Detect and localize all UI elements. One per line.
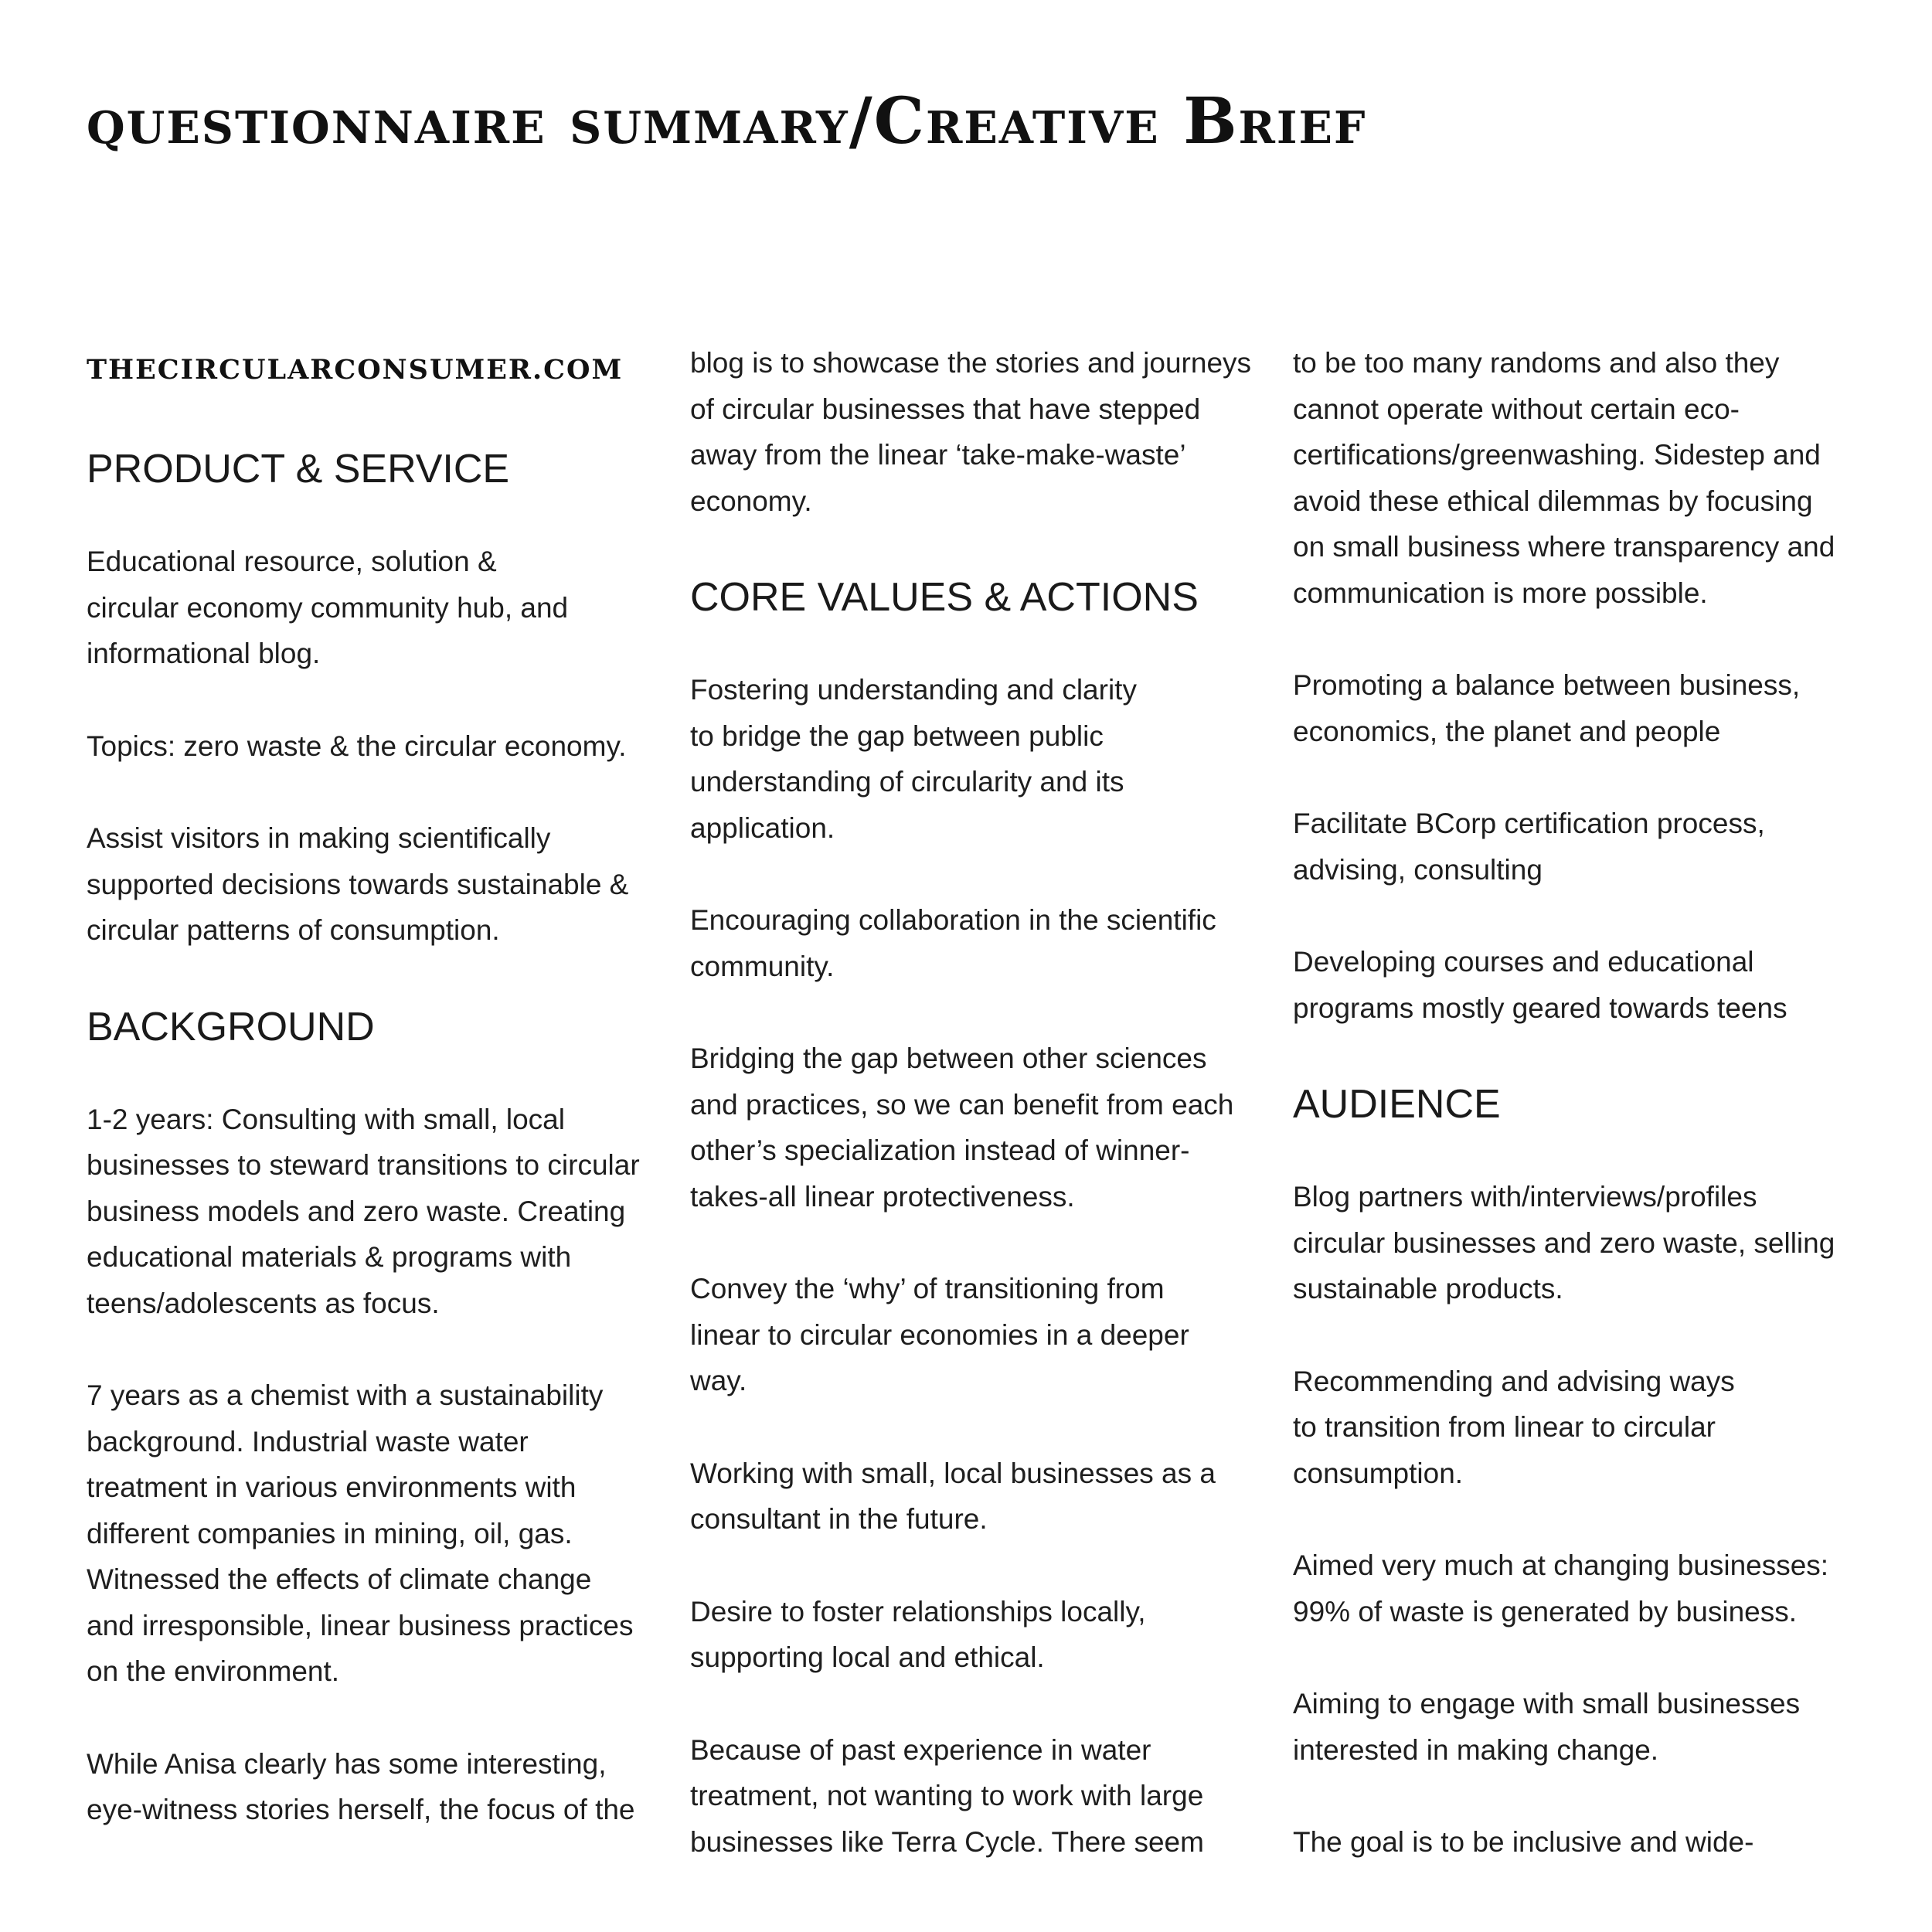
background-continued-paragraph: blog is to showcase the stories and journeys of circular businesses that have stepped away from the linear ‘take-make-waste’ economy.: [690, 347, 1252, 517]
core-values-paragraph-4: Convey the ‘why’ of transitioning from linear to circular economies in a deeper way.: [690, 1273, 1189, 1396]
site-url: THECIRCULARCONSUMER.COM: [87, 354, 624, 386]
background-heading: BACKGROUND: [87, 1004, 375, 1049]
column-2: [690, 340, 1262, 1865]
core-values-paragraph-7: Because of past experience in water treatment, not wanting to work with large businesses like Terra Cycle. There seem: [690, 1733, 1204, 1858]
page-title: [87, 83, 1366, 159]
audience-paragraph-3: Aimed very much at changing businesses: 99% of waste is generated by business.: [1293, 1549, 1829, 1628]
product-paragraph-3: Assist visitors in making scientifically supported decisions towards sustainable & circular patterns of consumption.: [87, 822, 629, 946]
background-paragraph-2: 7 years as a chemist with a sustainability background. Industrial waste water treatment in various environments with different companies in mining, oil, gas. Witnessed the effects of climate change and irresponsible, linear business practices on the environment.: [87, 1379, 634, 1687]
core-values-paragraph-5: Working with small, local businesses as a consultant in the future.: [690, 1457, 1216, 1535]
core-values-continued-paragraph-4: Developing courses and educational programs mostly geared towards teens: [1293, 946, 1787, 1024]
page-title-part1: questionnaire summary/: [87, 84, 874, 158]
core-values-continued-paragraph-1: to be too many randoms and also they cannot operate without certain eco- certifications/greenwashing. Sidestep and avoid these ethical dilemmas by focusing on small business where transparency and communication is more possible.: [1293, 347, 1835, 609]
background-paragraph-3: While Anisa clearly has some interesting, eye-witness stories herself, the focus of the: [87, 1747, 635, 1825]
core-values-paragraph-1: Fostering understanding and clarity to bridge the gap between public understanding of circularity and its application.: [690, 674, 1137, 844]
background-paragraph-1: 1-2 years: Consulting with small, local businesses to steward transitions to circular business models and zero waste. Creating educational materials & programs with teens/adolescents as focus.: [87, 1103, 640, 1319]
core-values-paragraph-2: Encouraging collaboration in the scientific community.: [690, 904, 1216, 982]
core-values-paragraph-3: Bridging the gap between other sciences and practices, so we can benefit from each other’s specialization instead of winner- takes-all linear protectiveness.: [690, 1043, 1234, 1213]
product-service-heading: PRODUCT & SERVICE: [87, 447, 510, 492]
core-values-continued-paragraph-2: Promoting a balance between business, economics, the planet and people: [1293, 669, 1801, 747]
core-values-continued-paragraph-3: Facilitate BCorp certification process, advising, consulting: [1293, 808, 1765, 886]
audience-paragraph-4: Aiming to engage with small businesses interested in making change.: [1293, 1688, 1801, 1766]
core-values-paragraph-6: Desire to foster relationships locally, supporting local and ethical.: [690, 1595, 1146, 1673]
page-title-part2: Creative Brief: [873, 84, 1367, 158]
audience-heading: AUDIENCE: [1293, 1082, 1501, 1127]
audience-paragraph-1: Blog partners with/interviews/profiles circular businesses and zero waste, selling sustainable products.: [1293, 1181, 1835, 1304]
product-paragraph-2: Topics: zero waste & the circular economy.: [87, 730, 627, 762]
column-1: [87, 344, 658, 1833]
column-3: [1293, 340, 1865, 1866]
audience-paragraph-5: The goal is to be inclusive and wide-: [1293, 1826, 1754, 1858]
product-paragraph-1: Educational resource, solution & circular economy community hub, and informational blog.: [87, 546, 569, 669]
audience-paragraph-2: Recommending and advising ways to transition from linear to circular consumption.: [1293, 1365, 1735, 1489]
core-values-heading: CORE VALUES & ACTIONS: [690, 575, 1199, 620]
